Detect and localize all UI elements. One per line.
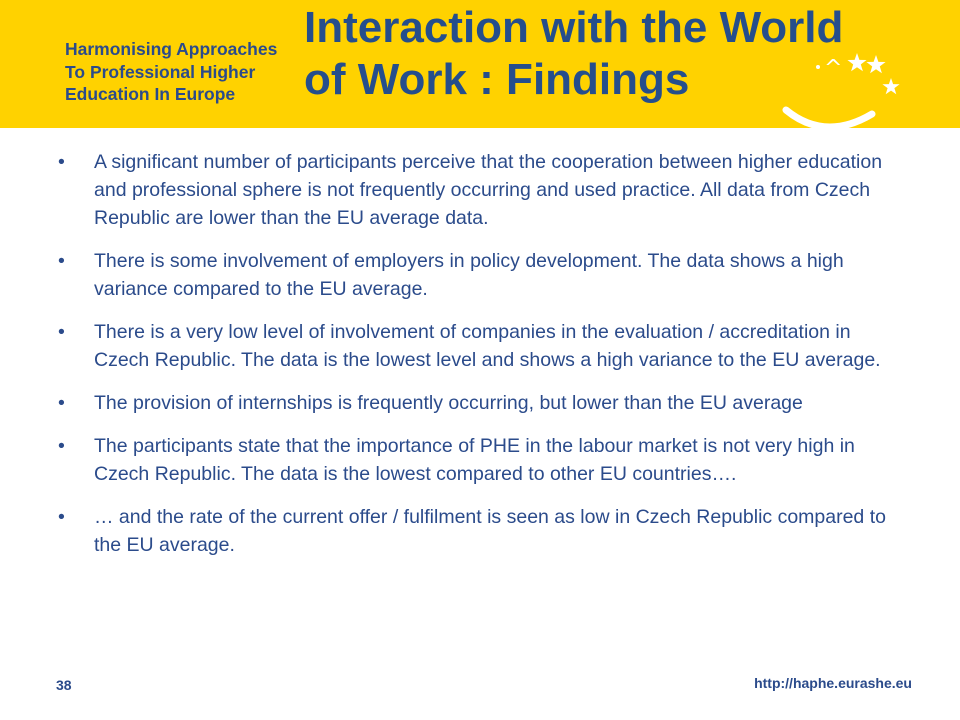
title-line-1: Interaction with the World: [304, 3, 844, 52]
bullet-text: … and the rate of the current offer / fulfilment is seen as low in Czech Republic compared to the EU average.: [94, 506, 886, 556]
list-item: [58, 503, 908, 559]
bullet-text: There is a very low level of involvement of companies in the evaluation / accreditation in Czech Republic. The data is the lowest level and shows a high variance to the EU average.: [94, 321, 881, 371]
bullet-icon: •: [58, 506, 65, 528]
header-banner: [0, 0, 960, 128]
list-item: [58, 318, 908, 374]
bullet-text: A significant number of participants perceive that the cooperation between higher education and professional sphere is not frequently occurring and used practice. All data from Czech Republic are lower than the EU average data.: [94, 151, 883, 229]
title-line-2: of Work : Findings: [304, 55, 690, 104]
bullet-icon: •: [58, 321, 65, 343]
list-item: [58, 148, 908, 232]
bullet-text: There is some involvement of employers in policy development. The data shows a high variance compared to the EU average.: [94, 250, 844, 300]
list-item: [58, 389, 908, 417]
bullet-icon: •: [58, 392, 65, 414]
footer-url[interactable]: http://haphe.eurashe.eu: [754, 675, 912, 691]
list-item: [58, 432, 908, 488]
eu-stars-smile-icon: [780, 40, 910, 135]
logo-line-1: Harmonising Approaches: [65, 39, 278, 59]
bullet-text: The provision of internships is frequently occurring, but lower than the EU average: [94, 392, 803, 414]
slide-title: [304, 2, 843, 106]
bullet-icon: •: [58, 151, 65, 173]
list-item: [58, 247, 908, 303]
bullet-icon: •: [58, 250, 65, 272]
haphe-logo-text: [65, 38, 277, 106]
findings-list: [58, 148, 908, 574]
logo-line-2: To Professional Higher: [65, 61, 256, 82]
logo-line-3: Education In Europe: [65, 84, 236, 104]
bullet-text: The participants state that the importance of PHE in the labour market is not very high in Czech Republic. The data is the lowest compared to other EU countries….: [94, 435, 855, 485]
svg-text:^: ^: [824, 56, 843, 81]
bullet-icon: •: [58, 435, 65, 457]
page-number: 38: [56, 677, 72, 693]
